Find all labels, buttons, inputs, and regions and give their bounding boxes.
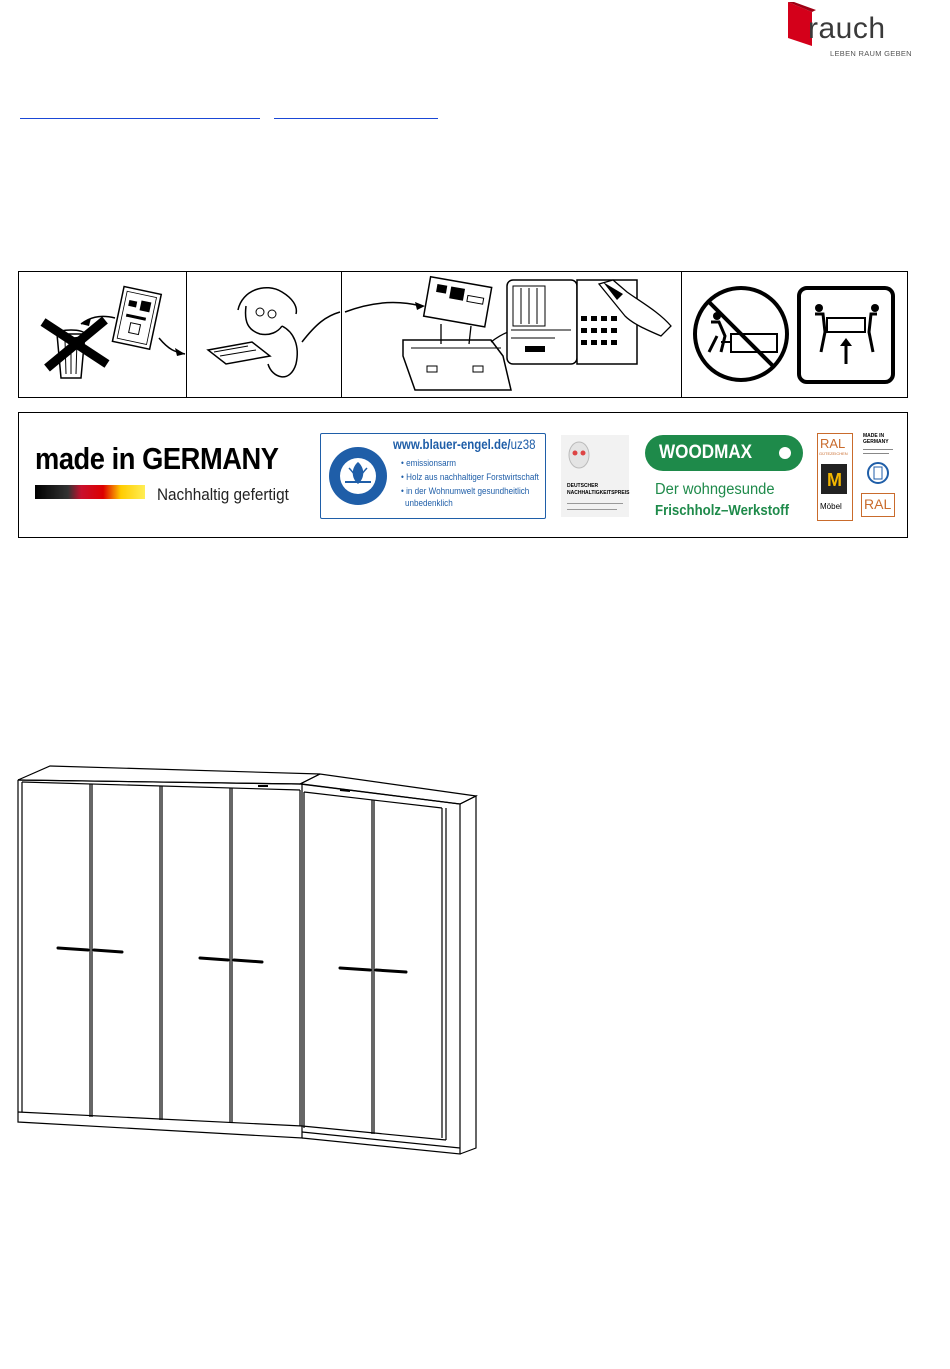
no-push-icon: [695, 288, 787, 380]
blauer-engel-point-4: unbedenklich: [405, 498, 453, 508]
blauer-engel-point-1: • emissionsarm: [401, 458, 457, 468]
keep-instructions-icon: [341, 272, 681, 397]
ral-label: RAL: [820, 436, 846, 451]
no-trash-icon: [19, 272, 186, 397]
link-1[interactable]: [20, 104, 260, 119]
certification-strip: [18, 412, 908, 538]
german-flag-gradient: [35, 485, 145, 499]
nachhaltigkeitspreis-logo: [561, 435, 629, 517]
link-2[interactable]: [274, 104, 438, 119]
ral-box-2: [861, 493, 895, 517]
ral-label-2: RAL: [864, 496, 892, 512]
made-in-germany-seal: [861, 433, 895, 519]
award-line-2: NACHHALTIGKEITSPREIS: [567, 490, 630, 496]
woodmax-badge-text: WOODMAX: [659, 442, 753, 463]
moebel-m-icon: M: [821, 464, 847, 494]
award-line-1: DEUTSCHER: [567, 483, 599, 489]
blauer-engel-point-3: • in der Wohnumwelt gesundheitlich: [401, 486, 530, 496]
woodmax-line-2: Frischholz–Werkstoff: [655, 502, 789, 519]
read-instructions-icon: [186, 272, 341, 397]
blauer-engel-point-2: • Holz aus nachhaltiger Forstwirtschaft: [401, 472, 539, 482]
blauer-engel-url[interactable]: www.blauer-engel.de/uz38: [393, 436, 536, 452]
blauer-engel-seal-icon: [327, 440, 389, 512]
handling-cell: [681, 272, 907, 397]
wardrobe-illustration: [0, 740, 500, 1170]
moebel-label: Möbel: [820, 502, 842, 511]
made-in-germany-subtitle: Nachhaltig gefertigt: [157, 485, 289, 504]
mig-seal-text: MADE IN GERMANY: [863, 433, 889, 445]
seal-ring-icon: [866, 461, 890, 485]
lift-carry-icon: [799, 288, 893, 382]
handling-icons: [681, 272, 907, 397]
made-in-germany-title: made in GERMANY: [35, 441, 279, 476]
logo-tagline: LEBEN RAUM GEBEN: [830, 49, 912, 58]
instruction-strip: [18, 271, 908, 398]
woodmax-line-1: Der wohngesunde: [655, 481, 775, 498]
read-instructions-cell: [186, 272, 342, 397]
no-trash-cell: [19, 272, 187, 397]
logo-wordmark: rauch: [808, 12, 886, 45]
keep-instructions-cell: [341, 272, 682, 397]
ral-sub: GÜTEZEICHEN: [819, 451, 848, 456]
award-trophy-icon: [567, 441, 591, 471]
blauer-engel-label: [320, 433, 546, 519]
rauch-logo: [786, 2, 910, 60]
ral-moebel-seal: [817, 433, 853, 521]
